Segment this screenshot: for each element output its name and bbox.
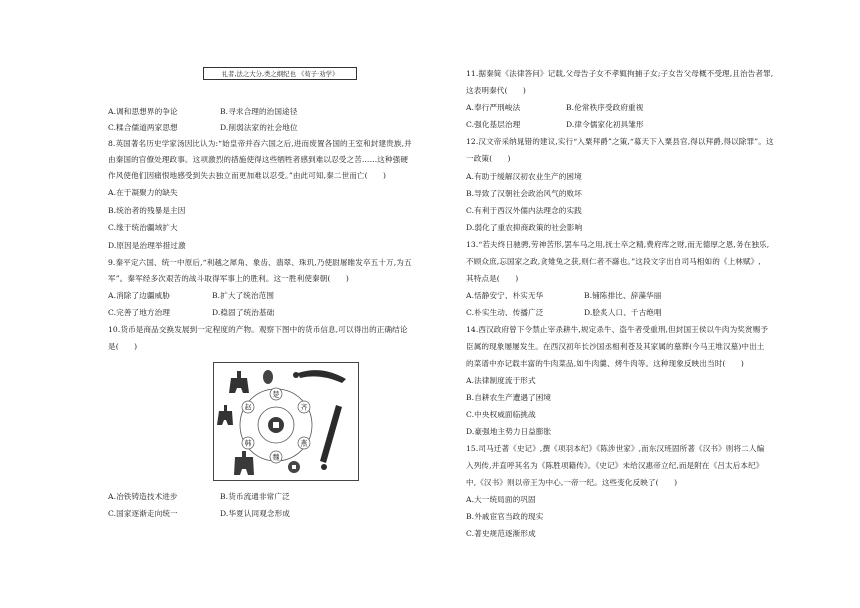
q7-option-d: D.削弱法家的社会地位 (220, 123, 298, 132)
q14-option-b: B.自耕农生产遭遇了困境 (466, 393, 552, 402)
q8-option-c: C.缘于统治疆域扩大 (108, 223, 178, 232)
q15-option-c: C.著史规范逐渐形成 (466, 529, 536, 538)
q13-stem-line: 其特点是( ) (466, 274, 519, 283)
q7-option-a: A.调和思想界的争论 (108, 107, 178, 116)
q8-option-a: A.在于凝聚力的缺失 (108, 188, 178, 197)
state-label: 燕 (300, 439, 308, 448)
round-coin-bottom-icon (288, 461, 300, 473)
q14-option-a: A.法律制度流于形式 (466, 376, 536, 385)
q10-option-d: D.华夏认同观念形成 (220, 509, 290, 518)
q14-option-d: D.豪强地主势力日益膨胀 (466, 427, 552, 436)
q11-stem-line: 11.据秦简《法律答问》记载,父母告子女不孝辄拘捕子女;子女告父母概不受理,且治告者罪, (466, 69, 774, 78)
q15-option-a: A.大一统局面的巩固 (466, 495, 536, 504)
q14-option-c: C.中央权威面临挑战 (466, 410, 536, 419)
q9-option-b: B.扩大了统治范围 (212, 291, 275, 300)
q11-stem-line: 这表明秦代( ) (466, 86, 526, 95)
state-label: 韩 (244, 439, 252, 448)
q9-stem-line: 9.秦平定六国、统一中原后,“利越之犀角、象齿、翡翠、珠玑,乃使尉屠睢发卒五十万,为五 (108, 258, 412, 267)
currency-illustration (214, 363, 360, 482)
q15-stem-line: 中,《汉书》则以帝王为中心,一帝一纪。这些变化反映了( ) (466, 478, 678, 487)
q12-option-b: B.导致了汉朝社会政治风气的败坏 (466, 189, 582, 198)
q13-option-c: C.朴实生动、传播广泛 (466, 308, 544, 317)
q7-option-c: C.糅合儒道两家思想 (108, 123, 178, 132)
q15-option-b: B.外戚宦官当政的现实 (466, 512, 544, 521)
q9-option-d: D.稳固了统治基础 (212, 308, 275, 317)
q8-stem-line: 由秦国的官僚处理政事。这项激烈的措施使得这些牺牲者感到难以忍受之苦……这种强硬 (108, 155, 409, 164)
q14-stem-line: 臣属的现象屡屡发生。在西汉初年长沙国丞相利苍及其家属的墓葬(今马王堆汉墓)中出土 (466, 342, 765, 351)
knife-coin-vertical-icon (320, 405, 342, 470)
currency-figure (213, 362, 359, 481)
knife-coin-icon (293, 370, 346, 383)
ant-nose-coin-icon (263, 370, 273, 384)
q10-stem-line: 10.货币是商品交换发展到一定程度的产物。观察下图中的货币信息,可以得出的正确结论 (108, 325, 408, 334)
q15-stem-line: 入列传,并直呼其名为《陈胜项籍传》。《史记》未给汉惠帝立纪,而是附在《吕太后本纪》 (466, 461, 764, 470)
q11-option-a: A.奉行严刑峻法 (466, 103, 521, 112)
q13-stem-line: 13.“若夫终日驰骋,劳神苦形,罢车马之用,抚士卒之精,费府库之财,而无德厚之恩,务在独乐, (466, 240, 770, 249)
spade-coin-left-icon (217, 405, 233, 425)
state-label: 赵 (244, 403, 252, 412)
q8-option-d: D.原因是治理举措过激 (108, 241, 186, 250)
q9-option-a: A.消除了边疆威胁 (108, 291, 170, 300)
q15-stem-line: 15.司马迁著《史记》,撰《项羽本纪》《陈涉世家》,而东汉班固所著《汉书》则将二人编 (466, 444, 765, 453)
q8-stem-line: 作风使他们因痛恨地感受到失去独立而更加难以忍受。”由此可知,秦二世而亡( ) (108, 171, 387, 180)
q13-stem-line: 不顾众庶,忘国家之政,贪雉兔之获,则仁者不繇也。”这段文字出自司马相如的《上林赋》, (466, 257, 761, 266)
q12-stem-line: 一政策( ) (466, 154, 511, 163)
q11-option-b: B.伦常秩序受政府重视 (566, 103, 644, 112)
q8-stem-line: 8.英国著名历史学家汤因比认为:“始皇帝并吞六国之后,进而废置各国的王室和封建贵族,并 (108, 139, 412, 148)
state-label: 齐 (300, 403, 308, 412)
spade-coin-bottom-icon (234, 451, 254, 475)
q10-option-a: A.冶铁铸造技术进步 (108, 492, 178, 501)
quote-box: 礼者,法之大分,类之纲纪也 《荀子·劝学》 (203, 67, 357, 80)
q10-option-c: C.国家逐渐走向统一 (108, 509, 178, 518)
q14-stem-line: 14.西汉政府曾下令禁止宰杀耕牛,规定杀牛、盗牛者受重刑,但封国王侯以牛肉为奖赏赐予 (466, 325, 769, 334)
q12-option-a: A.有助于缓解汉初农业生产的困境 (466, 172, 582, 181)
q12-stem-line: 12.汉文帝采纳晁错的建议,实行“入粟拜爵”之策,“募天下入粟县官,得以拜爵,得以除罪”。这 (466, 137, 774, 146)
q11-option-c: C.强化基层治理 (466, 120, 521, 129)
spade-coin-icon (229, 371, 249, 393)
q14-stem-line: 的菜谱中亦记载丰富的牛肉菜品,如牛肉羹、烤牛肉等。这种现象反映出当时( ) (466, 359, 744, 368)
state-label (276, 433, 277, 435)
q10-option-b: B.货币流通非常广泛 (220, 492, 290, 501)
q13-option-d: D.脍炙人口、千古绝唱 (584, 308, 662, 317)
state-label: 楚 (272, 390, 280, 399)
q9-option-c: C.完善了地方治理 (108, 308, 171, 317)
q8-option-b: B.统治者的残暴是主因 (108, 206, 186, 215)
q7-option-b: B.寻求合理的治国途径 (220, 107, 298, 116)
q11-option-d: D.律令儒家化初具雏形 (566, 120, 644, 129)
q9-stem-line: 军”。秦军经多次艰苦的战斗取得军事上的胜利。这一胜利使秦朝( ) (108, 274, 349, 283)
q13-option-a: A.恬静安宁、朴实无华 (466, 291, 544, 300)
state-label: 魏 (272, 453, 280, 462)
q12-option-c: C.有利于西汉外儒内法理念的实践 (466, 206, 582, 215)
q10-stem-line: 是( ) (108, 342, 138, 351)
q13-option-b: B.铺陈排比、辞藻华丽 (584, 291, 662, 300)
q12-option-d: D.弱化了重农抑商政策的社会影响 (466, 223, 583, 232)
